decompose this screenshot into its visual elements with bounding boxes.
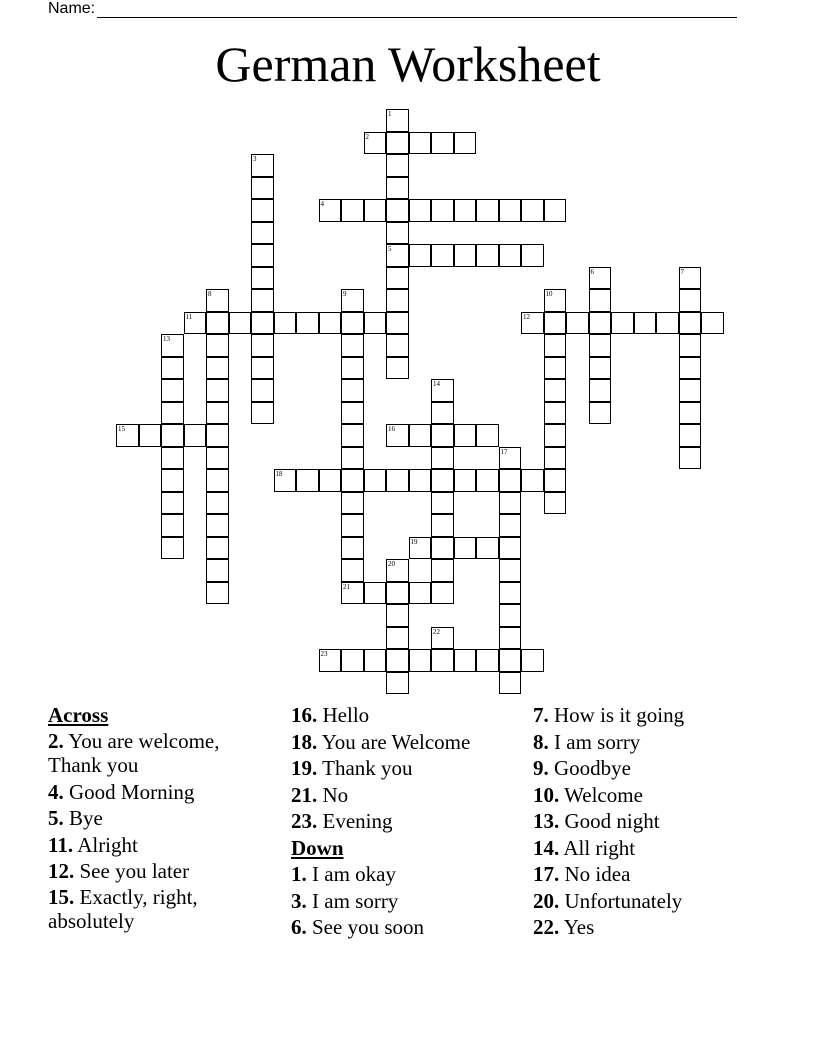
crossword-cell[interactable] [341, 582, 364, 605]
crossword-cell[interactable] [544, 289, 567, 312]
crossword-cell[interactable] [116, 424, 139, 447]
clue-text: Exactly, right, absolutely [48, 884, 198, 933]
crossword-cell[interactable] [296, 312, 319, 335]
crossword-cell[interactable] [589, 334, 612, 357]
clue-number: 20 [388, 560, 395, 568]
clue-item [533, 702, 763, 729]
crossword-cell[interactable] [206, 289, 229, 312]
crossword-cell[interactable] [206, 559, 229, 582]
crossword-cell[interactable] [544, 199, 567, 222]
crossword-cell[interactable] [499, 582, 522, 605]
crossword-cell[interactable] [544, 379, 567, 402]
crossword-cell[interactable] [679, 357, 702, 380]
crossword-cell[interactable] [409, 537, 432, 560]
clue-number: 1 [388, 110, 392, 118]
crossword-cell[interactable] [521, 244, 544, 267]
clue-number: 3 [253, 155, 257, 163]
crossword-cell[interactable] [454, 424, 477, 447]
clue-text: Goodbye [554, 756, 631, 780]
clue-text: You are Welcome [321, 729, 471, 754]
crossword-cell[interactable] [206, 537, 229, 560]
clue-item [291, 888, 521, 915]
clue-item [533, 808, 763, 835]
crossword-cell[interactable] [251, 222, 274, 245]
crossword-cell[interactable] [476, 469, 499, 492]
crossword-cell[interactable] [499, 537, 522, 560]
clue-num: 5. [48, 806, 64, 830]
clue-number: 17 [500, 447, 508, 456]
crossword-cell[interactable] [364, 312, 387, 335]
crossword-cell[interactable] [251, 289, 274, 312]
crossword-cell[interactable] [544, 492, 567, 515]
crossword-cell[interactable] [454, 244, 477, 267]
clue-number: 23 [320, 650, 328, 658]
clue-text: Welcome [564, 782, 643, 807]
crossword-cell[interactable] [251, 357, 274, 380]
clue-number: 12 [523, 312, 530, 321]
crossword-cell[interactable] [206, 492, 229, 515]
crossword-cell[interactable] [206, 514, 229, 537]
clue-number: 22 [433, 627, 440, 636]
crossword-cell[interactable] [206, 582, 229, 605]
crossword-cell[interactable] [431, 559, 454, 582]
crossword-cell[interactable] [251, 177, 274, 200]
crossword-cell[interactable] [679, 424, 702, 447]
crossword-cell[interactable] [319, 312, 342, 335]
crossword-cell[interactable] [364, 582, 387, 605]
crossword-cell[interactable] [386, 672, 409, 695]
clue-number: 10 [545, 290, 553, 298]
crossword-cell[interactable] [589, 267, 612, 290]
crossword-cell[interactable] [251, 334, 274, 357]
crossword-cell[interactable] [521, 199, 544, 222]
crossword-cell[interactable] [206, 469, 229, 492]
crossword-cell[interactable] [589, 289, 612, 312]
clue-item [533, 861, 763, 888]
clue-number: 6 [590, 267, 594, 276]
clue-text: I am sorry [312, 888, 399, 913]
clue-num: 20. [533, 888, 560, 913]
clue-item [533, 888, 763, 915]
clue-text: I am sorry [554, 729, 641, 754]
crossword-cell[interactable] [521, 312, 544, 335]
clue-number: 18 [275, 470, 283, 478]
clue-text: You are welcome, Thank you [48, 728, 220, 777]
clue-number: 11 [185, 312, 193, 321]
crossword-cell[interactable] [341, 559, 364, 582]
crossword-cell[interactable] [386, 649, 409, 672]
crossword-cell[interactable] [409, 132, 432, 155]
crossword-cell[interactable] [364, 469, 387, 492]
crossword-cell[interactable] [341, 492, 364, 515]
crossword-cell[interactable] [589, 312, 612, 335]
crossword-cell[interactable] [679, 267, 702, 290]
crossword-cell[interactable] [431, 582, 454, 605]
crossword-cell[interactable] [499, 514, 522, 537]
crossword-cell[interactable] [274, 312, 297, 335]
clue-item [291, 914, 521, 941]
clue-item [533, 914, 763, 941]
clue-item [533, 755, 763, 782]
clue-item [291, 702, 521, 729]
crossword-cell[interactable] [544, 334, 567, 357]
crossword-cell[interactable] [386, 199, 409, 222]
crossword-cell[interactable] [386, 582, 409, 605]
crossword-cell[interactable] [611, 312, 634, 335]
crossword-cell[interactable] [274, 469, 297, 492]
crossword-cell[interactable] [544, 424, 567, 447]
clue-item [533, 729, 763, 756]
crossword-cell[interactable] [431, 379, 454, 402]
clue-item [291, 861, 521, 888]
crossword-cell[interactable] [589, 357, 612, 380]
crossword-cell[interactable] [251, 312, 274, 335]
crossword-cell[interactable] [454, 199, 477, 222]
crossword-cell[interactable] [341, 514, 364, 537]
crossword-cell[interactable] [656, 312, 679, 335]
crossword-cell[interactable] [206, 402, 229, 425]
crossword-cell[interactable] [499, 199, 522, 222]
crossword-cell[interactable] [386, 627, 409, 650]
clue-number: 14 [433, 380, 440, 388]
clue-text: No [322, 782, 349, 807]
crossword-cell[interactable] [589, 402, 612, 425]
crossword-cell[interactable] [206, 334, 229, 357]
crossword-cell[interactable] [184, 424, 207, 447]
across-heading: Across [48, 703, 109, 727]
crossword-cell[interactable] [251, 379, 274, 402]
crossword-cell[interactable] [386, 109, 409, 132]
crossword-cell[interactable] [386, 559, 409, 582]
clue-num: 17. [533, 862, 560, 886]
crossword-cell[interactable] [589, 379, 612, 402]
crossword-cell[interactable] [544, 469, 567, 492]
crossword-cell[interactable] [341, 402, 364, 425]
clue-item [291, 782, 521, 809]
crossword-cell[interactable] [476, 537, 499, 560]
crossword-cell[interactable] [409, 244, 432, 267]
crossword-cell[interactable] [409, 582, 432, 605]
clue-number: 21 [343, 582, 350, 591]
crossword-cell[interactable] [251, 199, 274, 222]
crossword-cell[interactable] [454, 469, 477, 492]
clue-number: 4 [320, 200, 324, 208]
crossword-cell[interactable] [161, 492, 184, 515]
crossword-cell[interactable] [251, 244, 274, 267]
crossword-cell[interactable] [341, 469, 364, 492]
crossword-cell[interactable] [431, 199, 454, 222]
clue-number: 2 [365, 132, 369, 141]
clue-text: Alright [77, 832, 138, 857]
crossword-cell[interactable] [386, 177, 409, 200]
crossword-cell[interactable] [341, 649, 364, 672]
clue-item [533, 782, 763, 809]
crossword-cell[interactable] [476, 199, 499, 222]
clue-text: Good Morning [69, 779, 195, 804]
crossword-cell[interactable] [206, 424, 229, 447]
clues-column-1 [48, 702, 268, 935]
clue-num: 3. [291, 888, 307, 913]
clue-num: 2. [48, 728, 64, 753]
crossword-cell[interactable] [296, 469, 319, 492]
crossword-cell[interactable] [364, 132, 387, 155]
crossword-cell[interactable] [161, 424, 184, 447]
clue-num: 9. [533, 756, 549, 780]
crossword-cell[interactable] [431, 627, 454, 650]
crossword-cell[interactable] [499, 244, 522, 267]
clue-num: 22. [533, 915, 560, 939]
clue-text: Good night [564, 809, 660, 833]
clues-column-3 [533, 702, 763, 941]
clue-num: 4. [48, 779, 64, 804]
crossword-cell[interactable] [476, 244, 499, 267]
clue-num: 16. [291, 703, 318, 727]
clue-item [48, 885, 268, 933]
crossword-cell[interactable] [431, 649, 454, 672]
crossword-cell[interactable] [161, 447, 184, 470]
crossword-cell[interactable] [251, 154, 274, 177]
crossword-cell[interactable] [161, 402, 184, 425]
clue-item [291, 808, 521, 835]
crossword-cell[interactable] [364, 649, 387, 672]
crossword-cell[interactable] [386, 604, 409, 627]
clue-text: See you soon [312, 915, 424, 939]
crossword-cell[interactable] [431, 402, 454, 425]
crossword-cell[interactable] [544, 402, 567, 425]
crossword-cell[interactable] [319, 199, 342, 222]
clue-item [48, 779, 268, 806]
clue-item [533, 835, 763, 862]
crossword-cell[interactable] [386, 154, 409, 177]
crossword-cell[interactable] [499, 492, 522, 515]
crossword-cell[interactable] [431, 132, 454, 155]
clue-text: No idea [564, 862, 631, 886]
clue-num: 15. [48, 884, 75, 909]
down-heading: Down [291, 835, 344, 860]
crossword-cell[interactable] [229, 312, 252, 335]
clue-num: 6. [291, 915, 307, 939]
crossword-cell[interactable] [386, 267, 409, 290]
crossword-cell[interactable] [386, 244, 409, 267]
clue-item [48, 858, 268, 885]
crossword-cell[interactable] [499, 627, 522, 650]
crossword-cell[interactable] [544, 357, 567, 380]
crossword-cell[interactable] [679, 334, 702, 357]
clue-text: How is it going [554, 703, 685, 727]
crossword-cell[interactable] [341, 199, 364, 222]
clue-number: 16 [388, 425, 395, 433]
crossword-cell[interactable] [184, 312, 207, 335]
clue-number: 19 [410, 537, 418, 546]
clue-number: 5 [388, 245, 392, 253]
crossword-cell[interactable] [341, 379, 364, 402]
crossword-cell[interactable] [521, 469, 544, 492]
clue-item [291, 755, 521, 782]
clue-text: See you later [79, 859, 190, 883]
crossword-cell[interactable] [341, 289, 364, 312]
crossword-cell[interactable] [409, 199, 432, 222]
crossword-cell[interactable] [701, 312, 724, 335]
crossword-cell[interactable] [206, 379, 229, 402]
crossword-cell[interactable] [386, 424, 409, 447]
clue-text: Bye [69, 806, 103, 830]
crossword-cell[interactable] [341, 424, 364, 447]
crossword-cell[interactable] [409, 649, 432, 672]
crossword-cell[interactable] [319, 649, 342, 672]
crossword-cell[interactable] [386, 312, 409, 335]
clue-num: 18. [291, 729, 318, 754]
crossword-cell[interactable] [499, 559, 522, 582]
clue-text: Thank you [322, 756, 413, 780]
crossword-cell[interactable] [251, 402, 274, 425]
worksheet-title: German Worksheet [215, 36, 601, 92]
crossword-cell[interactable] [341, 357, 364, 380]
clue-item [48, 832, 268, 859]
crossword-cell[interactable] [476, 424, 499, 447]
clue-num: 23. [291, 809, 318, 833]
crossword-cell[interactable] [431, 514, 454, 537]
clue-num: 7. [533, 703, 549, 727]
clue-number: 7 [680, 267, 684, 276]
crossword-cell[interactable] [386, 289, 409, 312]
crossword-cell[interactable] [161, 469, 184, 492]
clue-item [48, 729, 268, 777]
crossword-cell[interactable] [431, 469, 454, 492]
crossword-cell[interactable] [454, 649, 477, 672]
clue-text: Unfortunately [564, 888, 683, 913]
crossword-cell[interactable] [499, 604, 522, 627]
crossword-cell[interactable] [139, 424, 162, 447]
clue-num: 1. [291, 862, 307, 886]
crossword-cell[interactable] [386, 334, 409, 357]
crossword-cell[interactable] [386, 357, 409, 380]
crossword-cell[interactable] [341, 334, 364, 357]
crossword-cell[interactable] [161, 537, 184, 560]
clue-number: 15 [118, 425, 125, 433]
crossword-cell[interactable] [679, 447, 702, 470]
clue-num: 13. [533, 809, 560, 833]
crossword-cell[interactable] [251, 267, 274, 290]
crossword-cell[interactable] [431, 537, 454, 560]
crossword-cell[interactable] [386, 132, 409, 155]
crossword-cell[interactable] [544, 447, 567, 470]
crossword-cell[interactable] [409, 424, 432, 447]
crossword-cell[interactable] [206, 447, 229, 470]
crossword-cell[interactable] [431, 244, 454, 267]
crossword-cell[interactable] [364, 199, 387, 222]
clue-number: 8 [208, 290, 212, 298]
crossword-cell[interactable] [341, 537, 364, 560]
crossword-cell[interactable] [431, 492, 454, 515]
crossword-cell[interactable] [319, 469, 342, 492]
crossword-cell[interactable] [679, 312, 702, 335]
clue-num: 14. [533, 835, 560, 860]
clue-number: 9 [343, 290, 347, 298]
crossword-cell[interactable] [341, 447, 364, 470]
crossword-cell[interactable] [544, 312, 567, 335]
crossword-cell[interactable] [566, 312, 589, 335]
crossword-cell[interactable] [386, 222, 409, 245]
clue-text: Yes [563, 915, 595, 939]
clue-num: 8. [533, 729, 549, 754]
crossword-cell[interactable] [431, 447, 454, 470]
crossword-cell[interactable] [206, 312, 229, 335]
clue-text: I am okay [312, 862, 396, 886]
crossword-cell[interactable] [499, 672, 522, 695]
crossword-cell[interactable] [454, 132, 477, 155]
crossword-cell[interactable] [679, 379, 702, 402]
crossword-cell[interactable] [454, 537, 477, 560]
crossword-cell[interactable] [499, 469, 522, 492]
clue-text: Evening [322, 809, 393, 833]
clue-number: 13 [163, 335, 170, 343]
crossword-cell[interactable] [679, 289, 702, 312]
crossword-cell[interactable] [679, 402, 702, 425]
clue-text: All right [563, 835, 636, 860]
crossword-cell[interactable] [161, 379, 184, 402]
crossword-cell[interactable] [161, 514, 184, 537]
crossword-cell[interactable] [206, 357, 229, 380]
crossword-cell[interactable] [341, 312, 364, 335]
crossword-cell[interactable] [386, 469, 409, 492]
clue-num: 11. [48, 832, 74, 857]
crossword-cell[interactable] [521, 649, 544, 672]
clue-num: 12. [48, 859, 75, 883]
clue-num: 21. [291, 782, 318, 807]
clue-text: Hello [322, 703, 370, 727]
clue-item [291, 729, 521, 756]
clues-column-2 [291, 702, 521, 941]
crossword-cell[interactable] [409, 469, 432, 492]
crossword-cell[interactable] [431, 424, 454, 447]
clue-item [48, 805, 268, 832]
crossword-cell[interactable] [499, 649, 522, 672]
clue-num: 19. [291, 756, 318, 780]
name-label: Name: [48, 0, 96, 17]
crossword-cell[interactable] [499, 447, 522, 470]
crossword-cell[interactable] [161, 334, 184, 357]
crossword-cell[interactable] [161, 357, 184, 380]
clue-num: 10. [533, 782, 560, 807]
crossword-cell[interactable] [476, 649, 499, 672]
crossword-cell[interactable] [634, 312, 657, 335]
